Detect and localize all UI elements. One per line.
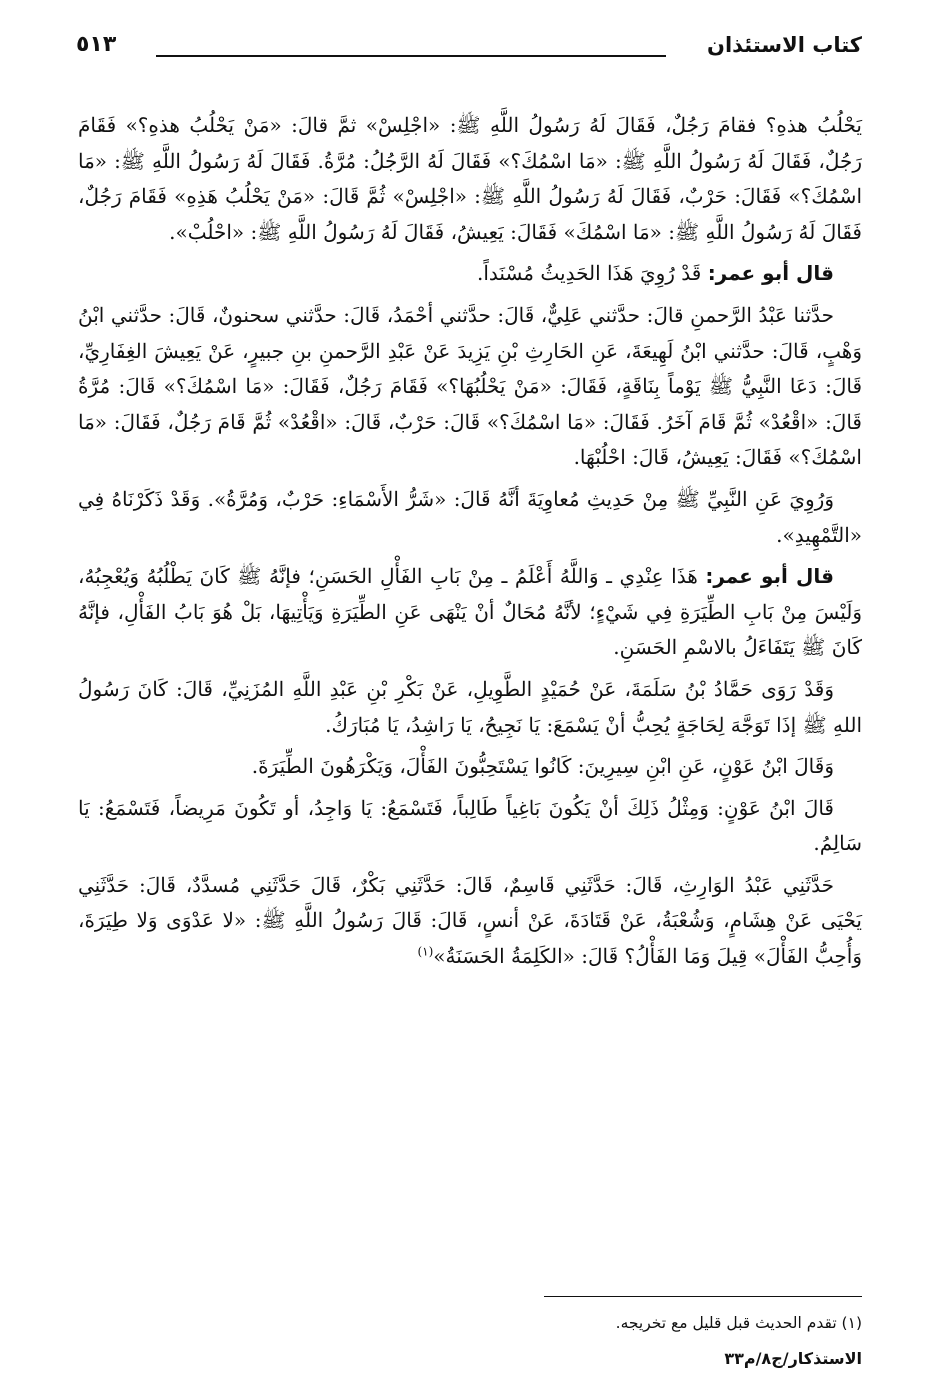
paragraph-text: قَدْ رُوِيَ هَذَا الحَدِيثُ مُسْنَداً. [477,261,702,286]
paragraph-text: يَحْلُبُ هذهِ؟ فقامَ رَجُلٌ، فَقَالَ لَهُ رَسُولُ اللَّهِ ﷺ: «اجْلِسْ» ثمَّ قالَ: «مَنْ يَحْلُبُ هذهِ؟» فَقَامَ رَجُلٌ، فَقَالَ لَهُ رَسُولُ اللَّهِ ﷺ: «مَا اسْمُكَ؟» فَقَالَ لَهُ الرَّجُلُ: مُرَّةُ. فَقَالَ لَهُ رَسُولُ اللَّهِ ﷺ: «مَا اسْمُكَ؟» فَقَالَ: حَرْبٌ، فَقَالَ لَهُ رَسُولُ اللَّهِ ﷺ: «اجْلِسْ» ثُمَّ قَالَ: «مَنْ يَحْلُبُ هَذِهِ» فَقَامَ رَجُلٌ، فَقَالَ لَهُ رَسُولُ اللَّهِ ﷺ: «مَا اسْمُكَ» فَقَالَ: يَعِيشُ، فَقَالَ لَهُ رَسُولُ اللَّهِ ﷺ: «احْلُبْ». [78,113,862,244]
paragraph-hadith-intro [78,108,862,250]
paragraph-hammad [78,672,862,743]
speaker-label: قال أبو عمر: [705,564,835,589]
paragraph-isnad-1 [78,298,862,476]
footnote: (١) تقدم الحديث قبل قليل مع تخريجه. [615,1314,862,1332]
paragraph-text: وَرُوِيَ عَنِ النَّبِيِّ ﷺ مِنْ حَدِيثِ مُعاوِيَةَ أنَّهُ قَالَ: «شَرُّ الأَسْمَاءِ: حَرْبٌ، وَمُرَّةُ». وَقَدْ ذَكَرْنَاهُ فِي «التَّمْهِيدِ». [78,486,862,547]
chapter-title: كتاب الاستئذان [707,33,862,57]
paragraph-text: وَقَالَ ابْنُ عَوْنٍ، عَنِ ابْنِ سِيرِينَ: كَانُوا يَسْتَحِبُّونَ الفَأْلَ، وَيَكْرَهُونَ الطِّيَرَةَ. [251,754,834,779]
footnote-separator [544,1296,862,1297]
footnote-reference[interactable]: (١) [417,944,434,959]
paragraph-abu-umar-1 [78,256,862,292]
paragraph-text: حدَّثنا عَبْدُ الرَّحمنِ قالَ: حدَّثني عَلِيٌّ، قَالَ: حدَّثني أحْمَدُ، قَالَ: حدَّثني سحنونٌ، قَالَ: حدَّثني ابْنُ وَهْبٍ، قَالَ: حدَّثني ابْنُ لَهِيعَةَ، عَنِ الحَارِثِ بْنِ يَزِيدَ عَنْ عَبْدِ الرَّحمنِ بنِ جبيرٍ، عَنْ يَعِيشَ الغِفَارِيِّ، قَالَ: دَعَا النَّبِيُّ ﷺ يَوْماً بِنَاقَةٍ، فَقَالَ: «مَنْ يَحْلُبُهَا؟» فَقَامَ رَجُلٌ، فَقَالَ: «مَا اسْمُكَ؟» قَالَ: مُرَّةُ قَالَ: «اقْعُدْ» ثُمَّ قَامَ آخَرُ. فَقَالَ: «مَا اسْمُكَ؟» قَالَ: حَرْبٌ، قَالَ: «اقْعُدْ» ثُمَّ قَامَ رَجُلٌ، فَقَالَ: «مَا اسْمُكَ؟» فَقَالَ: يَعِيشُ، قَالَ: احْلُبْهَا. [78,302,862,470]
paragraph-abu-umar-2 [78,559,862,666]
paragraph-isnad-2 [78,868,862,975]
signature-mark: الاستذكار/ج٨/م٣٣ [724,1349,862,1368]
page-number: ٥١٣ [76,32,117,57]
running-header [76,30,862,70]
speaker-label: قال أبو عمر: [707,261,834,286]
paragraph-ibn-awn-2 [78,791,862,862]
header-rule [156,55,666,57]
paragraph-ibn-awn-1 [78,749,862,785]
paragraph-muawiya [78,482,862,553]
main-text [78,108,862,981]
paragraph-text: قَالَ ابْنُ عَوْنٍ: وَمِثْلُ ذَلِكَ أنْ يَكُونَ بَاغِياً طَالِباً، فَتَسْمَعُ: يَا وَاجِدُ، أو تَكُونَ مَرِيضاً، فَتَسْمَعُ: يَا سَالِمُ. [78,795,862,856]
paragraph-text: حَدَّثَنِي عَبْدُ الوَارِثِ، قَالَ: حَدَّثَنِي قَاسِمٌ، قَالَ: حَدَّثَنِي بَكْرٌ، قَالَ حَدَّثَنِي مُسدَّدٌ، قَالَ: حَدَّثَنِي يَحْيَى عَنْ هِشَامٍ، وَشُعْبَةُ، عَنْ قَتَادَةَ، عَنْ أنسٍ، قَالَ: قَالَ رَسُولُ اللَّهِ ﷺ: «لا عَدْوَى وَلا طِيَرَةَ، وَأُحِبُّ الفَأْلَ» قِيلَ وَمَا الفَأْلُ؟ قَالَ: «الكَلِمَةُ الحَسَنَةُ» [78,872,862,969]
paragraph-text: هَذَا عِنْدِي ـ وَاللَّهُ أَعْلَمُ ـ مِنْ بَابِ الفَأْلِ الحَسَنِ؛ فإنَّهُ ﷺ كَانَ يَطْلُبُهُ وَيُعْجِبُهُ، وَلَيْسَ مِنْ بَابِ الطِّيَرَةِ فِي شَيْءٍ؛ لأنَّهُ مُحَالٌ أنْ يَنْهَى عَنِ الطِّيَرَةِ وَيَأْتِيهَا، بَلْ هُوَ بَابُ الفَأْلِ، فإنَّهُ كَانَ ﷺ يَتَفَاءَلُ بالاسْمِ الحَسَنِ. [78,564,863,660]
paragraph-text: وَقَدْ رَوَى حَمَّادُ بْنُ سَلَمَةَ، عَنْ حُمَيْدٍ الطَّوِيلِ، عَنْ بَكْرِ بْنِ عَبْدِ اللَّهِ المُزَنِيِّ، قَالَ: كَانَ رَسُولُ اللهِ ﷺ إذَا تَوَجَّهَ لِحَاجَةٍ يُحِبُّ أنْ يَسْمَعَ: يَا نَجِيحُ، يَا رَاشِدُ، يَا مُبَارَكُ. [78,676,862,737]
